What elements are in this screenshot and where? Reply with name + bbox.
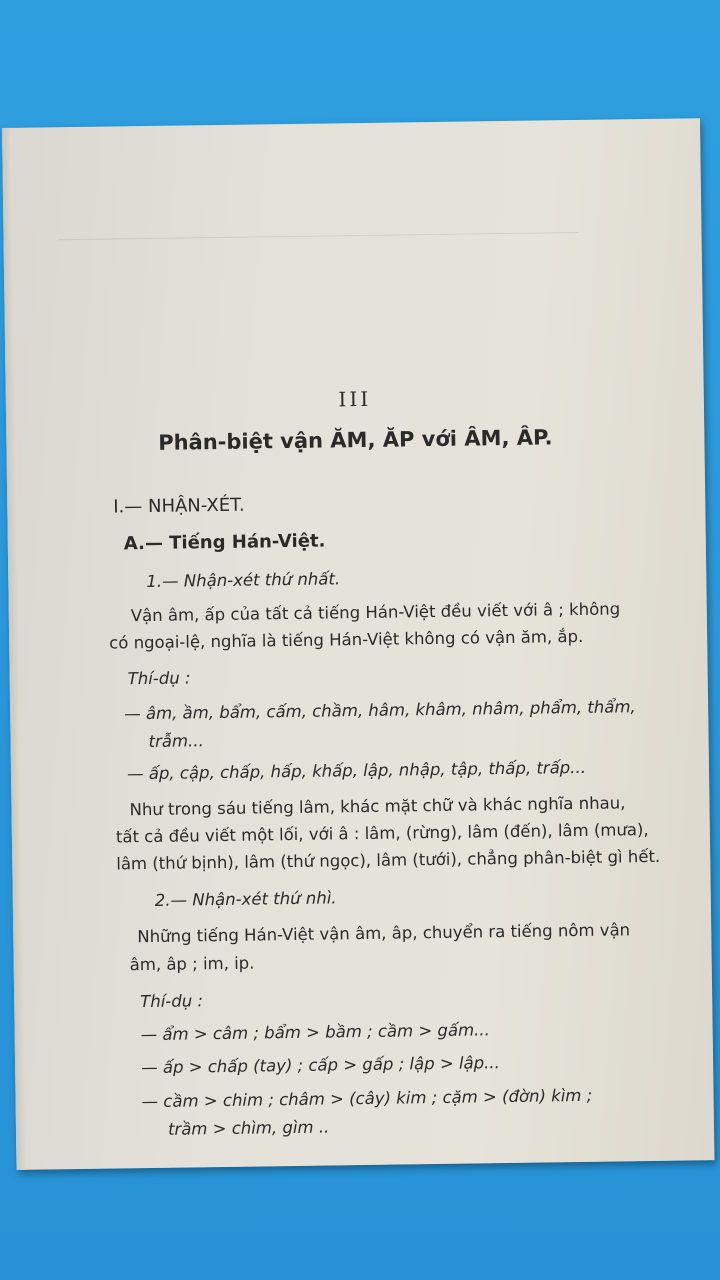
example-label: Thí-dụ :: [140, 991, 204, 1012]
chapter-title: Phân-biệt vận ĂM, ĂP với ÂM, ÂP.: [158, 425, 553, 455]
section-heading: I.— NHẬN-XÉT.: [113, 494, 245, 518]
page-edge-shadow: [2, 128, 27, 1170]
paragraph-line: có ngoại-lệ, nghĩa là tiếng Hán-Việt không có vận ăm, ắp.: [109, 626, 584, 653]
example-line: — ẩm > câm ; bẩm > bầm ; cầm > gấm...: [140, 1020, 490, 1045]
example-line: — cầm > chim ; châm > (cây) kim ; cặm > (đờn) kìm ;: [141, 1085, 593, 1112]
example-label: Thí-dụ :: [127, 668, 191, 689]
paragraph-line: âm, âp ; im, ip.: [129, 953, 255, 975]
paragraph-line: tất cả đều viết một lối, với â : lâm, (rừng), lâm (đến), lâm (mưa),: [115, 820, 649, 847]
observation-1-label: 1.— Nhận-xét thứ nhất.: [146, 569, 341, 592]
subsection-heading: A.— Tiếng Hán-Việt.: [123, 530, 326, 555]
paragraph-line: lâm (thứ bịnh), lâm (thứ ngọc), lâm (tưới), chẳng phân-biệt gì hết.: [116, 846, 661, 874]
example-line: trẫm...: [148, 731, 204, 752]
chapter-number: III: [338, 386, 372, 412]
paragraph-line: Vận âm, ấp của tất cả tiếng Hán-Việt đều viết với â ; không: [130, 599, 621, 626]
bleed-through-rule: [59, 232, 579, 240]
paragraph-line: Như trong sáu tiếng lâm, khác mặt chữ và khác nghĩa nhau,: [129, 793, 626, 820]
example-line: trầm > chìm, gìm ..: [167, 1117, 330, 1139]
book-page: [2, 118, 714, 1170]
example-line: — âm, ầm, bẩm, cấm, chầm, hâm, khâm, nhâm, phẩm, thẩm,: [124, 697, 636, 724]
paragraph-line: Những tiếng Hán-Việt vận âm, âp, chuyển ra tiếng nôm vận: [137, 920, 631, 947]
observation-2-label: 2.— Nhận-xét thứ nhì.: [154, 888, 337, 910]
example-line: — ấp > chấp (tay) ; cấp > gấp ; lập > lập...: [141, 1053, 500, 1078]
example-line: — ấp, cập, chấp, hấp, khấp, lập, nhập, tập, thấp, trấp...: [126, 757, 587, 784]
